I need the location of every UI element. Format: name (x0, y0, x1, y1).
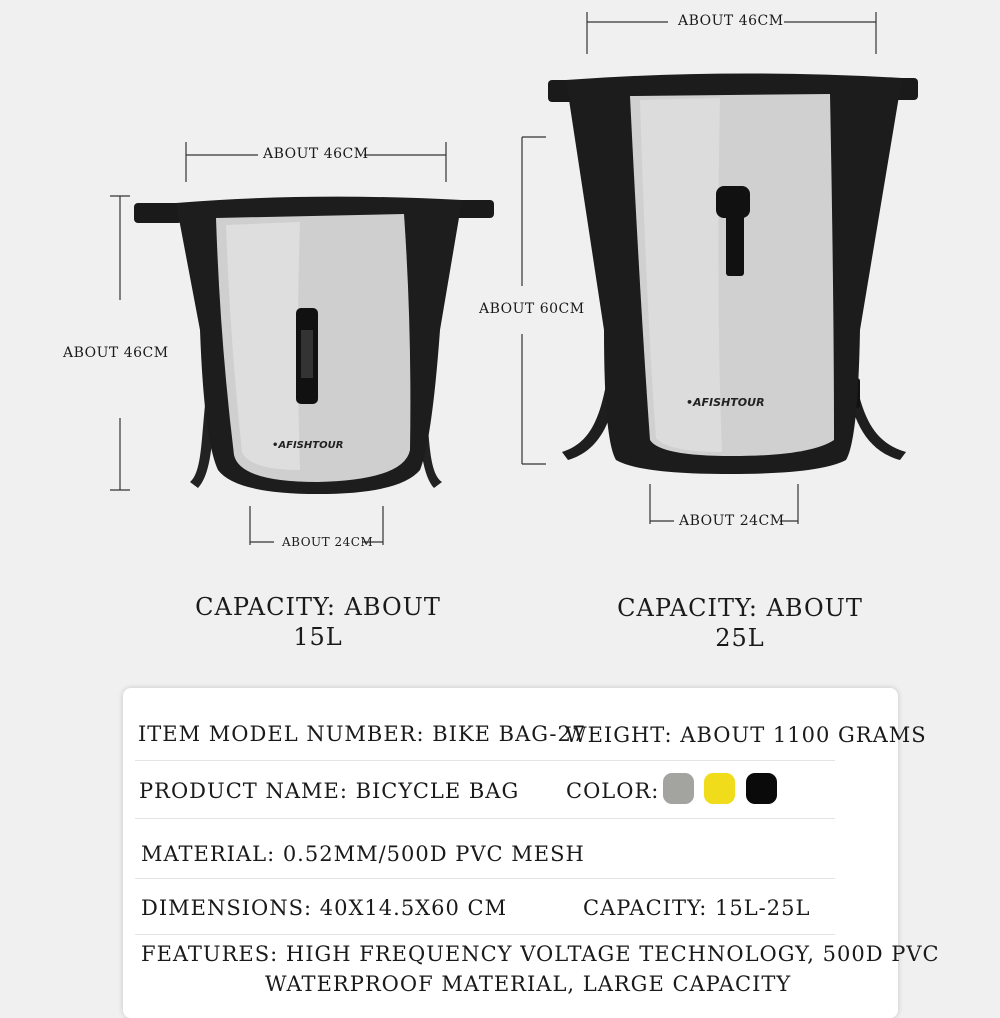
large-bag-capacity-line1: CAPACITY: ABOUT (617, 594, 863, 622)
divider (135, 818, 835, 819)
features-line1: FEATURES: HIGH FREQUENCY VOLTAGE TECHNOLOGY, 500D PVC (141, 942, 940, 966)
small-bag-capacity (170, 592, 466, 652)
small-bag-width-label: ABOUT 46CM (263, 146, 369, 162)
features-line2: WATERPROOF MATERIAL, LARGE CAPACITY (265, 972, 792, 996)
dimensions-spec: DIMENSIONS: 40X14.5X60 CM (141, 896, 508, 920)
large-bag-width-label: ABOUT 46CM (678, 13, 784, 29)
material-spec: MATERIAL: 0.52MM/500D PVC MESH (141, 842, 585, 866)
small-bag-brand-text: •AFISHTOUR (272, 440, 344, 451)
large-bag-brand-text: •AFISHTOUR (686, 396, 765, 409)
small-bag-height-label: ABOUT 46CM (63, 345, 169, 361)
color-swatch-yellow (704, 773, 735, 804)
specifications-card (123, 688, 940, 1018)
large-bag-height-label: ABOUT 60CM (479, 301, 585, 317)
small-bag-capacity-line2: 15L (293, 623, 343, 651)
large-bag-capacity-line2: 25L (715, 624, 765, 652)
small-bag-capacity-line1: CAPACITY: ABOUT (195, 593, 441, 621)
divider (135, 878, 835, 879)
divider (135, 760, 835, 761)
small-bag-bottom-label: ABOUT 24CM (282, 535, 374, 549)
color-label: COLOR: (566, 779, 660, 803)
large-bag-image (548, 73, 918, 474)
divider (135, 934, 835, 935)
weight-spec: WEIGHT: ABOUT 1100 GRAMS (565, 723, 927, 747)
large-bag-capacity (592, 593, 888, 653)
product-name: PRODUCT NAME: BICYCLE BAG (139, 779, 520, 803)
color-swatch-grey (663, 773, 694, 804)
large-bag-bottom-label: ABOUT 24CM (679, 513, 785, 529)
item-model-number: ITEM MODEL NUMBER: BIKE BAG-27 (138, 722, 587, 746)
small-bag-image (134, 197, 494, 494)
capacity-spec: CAPACITY: 15L-25L (583, 896, 811, 920)
color-swatch-black (746, 773, 777, 804)
